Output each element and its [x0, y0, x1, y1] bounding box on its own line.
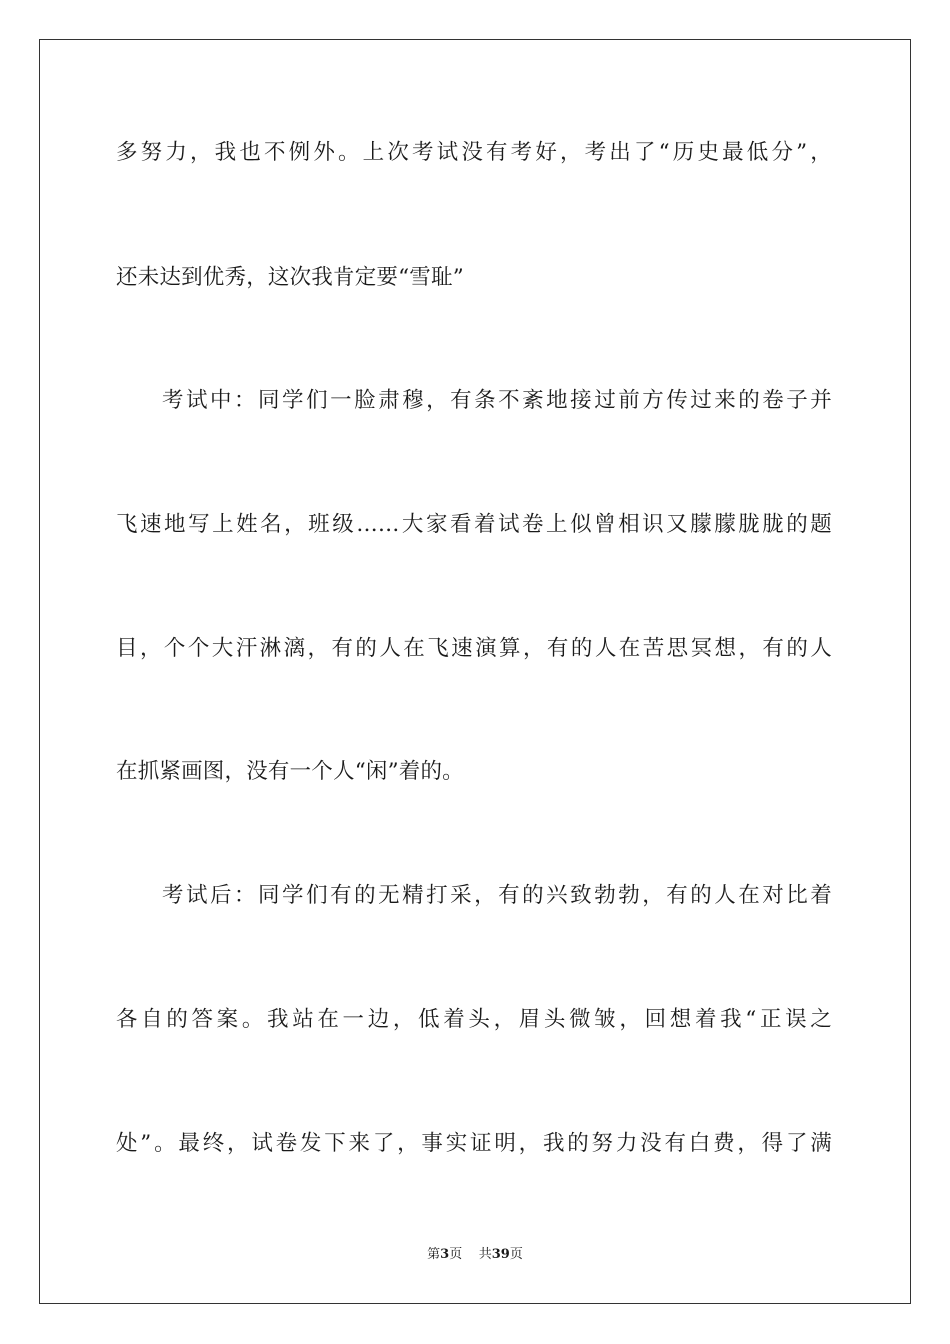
- footer-total-pages: 39: [491, 1247, 510, 1262]
- page-border: [39, 39, 911, 1304]
- footer-total-suffix: 页: [509, 1247, 523, 1262]
- text-line-1: 多努力，我也不例外。上次考试没有考好，考出了“历史最低分”，: [116, 140, 832, 165]
- text-line-2: 还未达到优秀，这次我肯定要“雪耻”: [116, 265, 464, 290]
- footer-page-prefix: 第: [427, 1247, 441, 1262]
- footer-total-prefix: 共: [478, 1247, 492, 1262]
- footer-page-number: 3: [440, 1247, 450, 1262]
- text-line-9: 处”。最终，试卷发下来了，事实证明，我的努力没有白费，得了满: [116, 1131, 832, 1156]
- text-line-8: 各自的答案。我站在一边，低着头，眉头微皱，回想着我“正误之: [116, 1007, 832, 1032]
- text-line-4: 飞速地写上姓名，班级……大家看着试卷上似曾相识又朦朦胧胧的题: [116, 512, 832, 537]
- text-line-5: 目，个个大汗淋漓，有的人在飞速演算，有的人在苦思冥想，有的人: [116, 636, 832, 661]
- paragraph-start-during-exam: 考试中：同学们一脸肃穆，有条不紊地接过前方传过来的卷子并: [162, 388, 832, 413]
- paragraph-start-after-exam: 考试后：同学们有的无精打采，有的兴致勃勃，有的人在对比着: [162, 883, 832, 908]
- page-footer: [0, 1246, 950, 1264]
- text-line-6: 在抓紧画图，没有一个人“闲”着的。: [116, 759, 464, 784]
- footer-page-suffix: 页: [449, 1247, 463, 1262]
